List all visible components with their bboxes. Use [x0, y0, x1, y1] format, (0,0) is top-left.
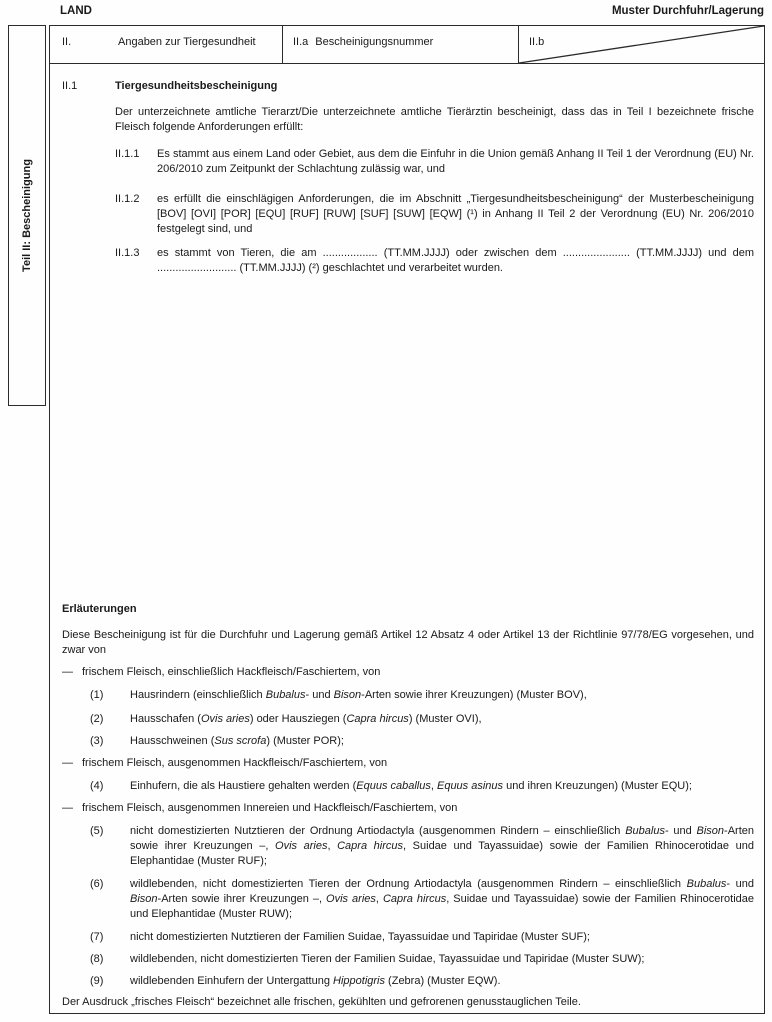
item-number: (7)	[90, 931, 104, 943]
explanation-item-8	[90, 952, 754, 967]
item-number: (9)	[90, 975, 104, 987]
item-number: (4)	[90, 780, 104, 792]
text-segment: ,	[327, 840, 338, 852]
dash-bullet: —	[62, 802, 73, 814]
item-text	[130, 877, 754, 922]
clause-ii1-title: Tiergesundheitsbescheinigung	[115, 80, 278, 92]
explanation-item-6	[90, 877, 754, 922]
section-ii-label: Angaben zur Tiergesundheit	[118, 36, 256, 48]
clause-ii1-1-number: II.1.1	[115, 148, 140, 160]
text-segment: - und	[305, 689, 334, 701]
text-segment: und ihren Kreuzungen) (Muster EQU);	[503, 780, 692, 792]
strikethrough-diagonal-line	[519, 26, 764, 63]
item-number: (3)	[90, 735, 104, 747]
item-text	[130, 688, 754, 703]
text-segment: wildlebenden Einhufern der Untergattung	[130, 975, 334, 987]
part-ii-sidebar	[8, 25, 46, 406]
latin-species-name: Capra hircus	[346, 713, 409, 725]
text-segment: ) (Muster POR);	[266, 735, 344, 747]
explanations-intro: Diese Bescheinigung ist für die Durchfuhr und Lagerung gemäß Artikel 12 Absatz 4 oder Artikel 13 der Richtlinie 97/78/EG vorgesehen, und zwar von	[62, 629, 754, 656]
latin-species-name: Ovis aries	[275, 840, 328, 852]
text-segment: - und	[726, 878, 754, 890]
dash-bullet: —	[62, 757, 73, 769]
explanation-item-9	[90, 974, 754, 989]
dash-text: frischem Fleisch, einschließlich Hackfleisch/Faschiertem, von	[82, 666, 381, 678]
clause-ii1-2-text: es erfüllt die einschlägigen Anforderungen, die im Abschnitt „Tiergesundheitsbescheinigung“ der Musterbescheinigung [BOV] [OVI] [POR] [EQU] [RUF] [RUW] [SUF] [SUW] [EQW] (¹) in Anhang II Teil 2 der Verordnung (EU) Nr. 206/2010 festgelegt sind, und	[157, 193, 754, 235]
item-text	[130, 779, 754, 794]
explanation-item-3	[90, 734, 754, 749]
text-segment: -Arten sowie ihrer Kreuzungen –,	[157, 893, 327, 905]
latin-species-name: Capra hircus	[382, 893, 447, 905]
clause-ii1-1-text: Es stammt aus einem Land oder Gebiet, aus dem die Einfuhr in die Union gemäß Anhang II Teil 1 der Verordnung (EU) Nr. 206/2010 zum Zeitpunkt der Schlachtung zulässig war, und	[157, 148, 754, 175]
text-segment: ) oder Hausziegen (	[249, 713, 347, 725]
text-segment: , Suidae und Tayassuidae) sowie der Familien Rhinocerotidae und Elephantidae (Muster RUF);	[130, 840, 754, 867]
text-segment: nicht domestizierten Nutztieren der Ordnung Artiodactyla (ausgenommen Rindern – einschließlich	[130, 825, 626, 837]
latin-species-name: Bubalus	[686, 878, 727, 890]
item-number: (6)	[90, 878, 104, 890]
item-text	[130, 712, 754, 727]
blank-space	[62, 276, 754, 602]
text-segment: wildlebenden, nicht domestizierten Tieren der Familien Suidae, Tayassuidae und Tapiridae (Muster SUW);	[130, 953, 645, 965]
text-segment: Hausrindern (einschließlich	[130, 689, 266, 701]
section-iia-label: Bescheinigungsnummer	[315, 36, 434, 48]
latin-species-name: Capra hircus	[337, 840, 404, 852]
latin-species-name: Bubalus	[265, 689, 306, 701]
latin-species-name: Ovis aries	[200, 713, 250, 725]
explanation-item-5	[90, 824, 754, 869]
text-segment: (Zebra) (Muster EQW).	[385, 975, 501, 987]
header-cell-certificate-number	[282, 26, 518, 63]
item-number: (1)	[90, 689, 104, 701]
explanation-item-2	[90, 712, 754, 727]
item-text	[130, 930, 754, 945]
text-segment: ,	[430, 780, 437, 792]
dash-bullet: —	[62, 666, 73, 678]
dash-text: frischem Fleisch, ausgenommen Hackfleisch/Faschiertem, von	[82, 757, 388, 769]
item-text	[130, 974, 754, 989]
clause-ii1-3-number: II.1.3	[115, 247, 140, 259]
clause-ii1-3-text: es stammt von Tieren, die am .................. (TT.MM.JJJJ) oder zwischen dem ...................... (TT.MM.JJJJ) und dem .......................... (TT.MM.JJJJ) (²) geschlachtet und verarbeitet wurden.	[157, 247, 754, 274]
item-text	[130, 734, 754, 749]
clause-ii1-intro: Der unterzeichnete amtliche Tierarzt/Die unterzeichnete amtliche Tierärztin bescheinigt, dass das in Teil I bezeichnete frische Fleisch folgende Anforderungen erfüllt:	[115, 106, 754, 133]
explanations-title: Erläuterungen	[62, 603, 137, 615]
explanations-dash-row	[62, 801, 754, 816]
latin-species-name: Equus asinus	[436, 780, 504, 792]
explanation-item-1	[90, 688, 754, 703]
latin-species-name: Bubalus	[625, 825, 665, 837]
item-text	[130, 952, 754, 967]
clause-ii1-2-number: II.1.2	[115, 193, 140, 205]
clause-ii1-1-row	[115, 147, 754, 177]
text-segment: wildlebenden, nicht domestizierten Tieren der Ordnung Artiodactyla (ausgenommen Rindern – einschließlich	[130, 878, 687, 890]
clause-ii1-heading-row	[62, 79, 754, 94]
item-number: (8)	[90, 953, 104, 965]
text-segment: ) (Muster OVI),	[408, 713, 482, 725]
explanations-dash-row	[62, 665, 754, 680]
section-ii-header-row	[50, 26, 764, 64]
certificate-body	[50, 79, 764, 1010]
text-segment: ,	[375, 893, 383, 905]
certificate-box	[49, 25, 765, 1014]
section-ii-number: II.	[62, 36, 72, 48]
explanations-dash-row	[62, 756, 754, 771]
clause-ii1-number: II.1	[62, 80, 78, 92]
header-cell-iib	[518, 26, 764, 63]
item-text	[130, 824, 754, 869]
text-segment: -Arten sowie ihrer Kreuzungen) (Muster BOV),	[361, 689, 587, 701]
text-segment: Hausschafen (	[130, 713, 201, 725]
item-number: (5)	[90, 825, 104, 837]
latin-species-name: Sus scrofa	[214, 735, 267, 747]
item-number: (2)	[90, 713, 104, 725]
header-cell-animal-health	[50, 26, 282, 63]
latin-species-name: Equus caballus	[356, 780, 431, 792]
text-segment: - und	[664, 825, 697, 837]
latin-species-name: Ovis aries	[326, 893, 376, 905]
latin-species-name: Bison	[130, 893, 158, 905]
part-ii-sidebar-label: Teil II: Bescheinigung	[20, 159, 33, 272]
latin-species-name: Bison	[333, 689, 362, 701]
section-iib-label: II.b	[529, 36, 545, 48]
latin-species-name: Hippotigris	[333, 975, 385, 987]
dash-text: frischem Fleisch, ausgenommen Innereien und Hackfleisch/Faschiertem, von	[82, 802, 458, 814]
explanation-item-7	[90, 930, 754, 945]
text-segment: nicht domestizierten Nutztieren der Familien Suidae, Tayassuidae und Tapiridae (Muster SUF);	[130, 931, 590, 943]
country-label: LAND	[60, 5, 92, 17]
text-segment: -Arten sowie ihrer Kreuzungen –,	[130, 825, 754, 852]
text-segment: , Suidae und Tayassuidae) sowie der Familien Rhinocerotidae und Elephantidae (Muster RUW);	[130, 893, 754, 920]
latin-species-name: Bison	[696, 825, 725, 837]
section-iia-number: II.a	[293, 36, 309, 48]
clause-ii1-3-row	[115, 246, 754, 276]
fresh-meat-definition: Der Ausdruck „frisches Fleisch“ bezeichnet alle frischen, gekühlten und gefrorenen genusstauglichen Teile.	[62, 996, 581, 1008]
text-segment: Einhufern, die als Haustiere gehalten werden (	[130, 780, 357, 792]
clause-ii1-2-row	[115, 192, 754, 237]
model-title: Muster Durchfuhr/Lagerung	[611, 5, 764, 17]
text-segment: Hausschweinen (	[130, 735, 215, 747]
explanation-item-4	[90, 779, 754, 794]
